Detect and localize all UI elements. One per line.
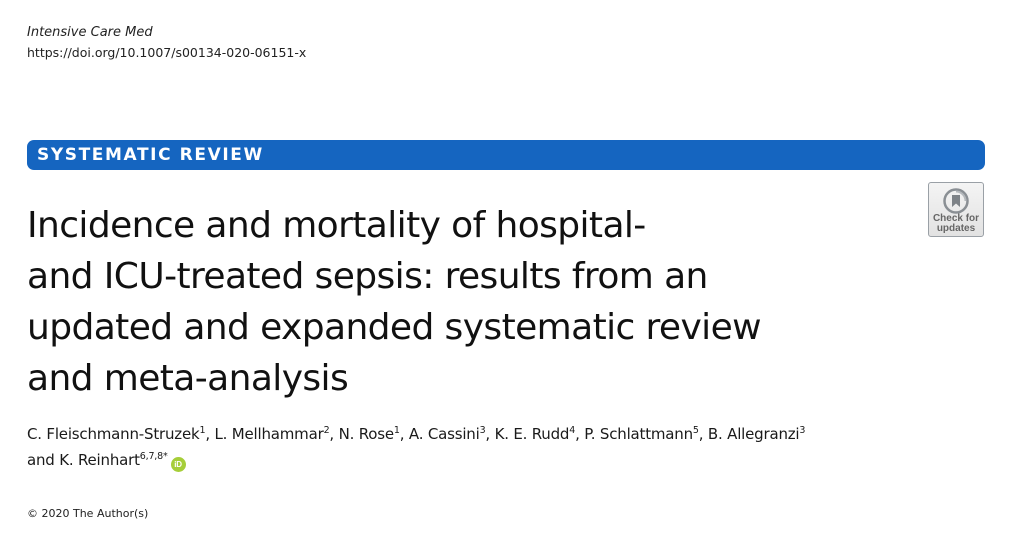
author-affiliation: 1 xyxy=(393,425,400,436)
check-updates-line2: updates xyxy=(936,223,976,234)
author-conjunction: and xyxy=(27,451,55,469)
author-list xyxy=(27,421,977,473)
author-name: C. Fleischmann-Struzek xyxy=(27,425,200,443)
title-line: and meta-analysis xyxy=(27,358,349,399)
title-line: Incidence and mortality of hospital- xyxy=(27,205,646,246)
author-name: P. Schlattmann xyxy=(584,425,693,443)
article-type-banner xyxy=(27,140,985,170)
author-name: K. E. Rudd xyxy=(494,425,570,443)
author-line: C. Fleischmann-Struzek$^1$, L. Mellhammar$^2$, N. Rose$^1$, A. Cassini$^3$, K. E. Rudd$^4$, P. Schlattmann$^5$, B. Allegranzi$^3$ xyxy=(27,425,806,443)
author-affiliation: 1 xyxy=(199,425,206,436)
author-name: K. Reinhart xyxy=(59,451,140,469)
author-name: L. Mellhammar xyxy=(214,425,324,443)
check-updates-line1: Check for xyxy=(932,213,980,224)
journal-name: Intensive Care Med xyxy=(27,25,153,40)
copyright-notice: © 2020 The Author(s) xyxy=(27,507,149,520)
author-affiliation: 3 xyxy=(479,425,486,436)
orcid-icon[interactable]: iD xyxy=(171,457,186,472)
author-affiliation: 5 xyxy=(692,425,699,436)
title-line: and ICU-treated sepsis: results from an xyxy=(27,256,708,297)
author-name: N. Rose xyxy=(338,425,394,443)
title-line: updated and expanded systematic review xyxy=(27,307,761,348)
author-affiliation: 4 xyxy=(569,425,576,436)
author-affiliation: 3 xyxy=(799,425,806,436)
author-affiliation: 2 xyxy=(323,425,330,436)
bookmark-refresh-icon xyxy=(943,188,969,214)
author-line xyxy=(27,447,977,473)
author-name: B. Allegranzi xyxy=(707,425,800,443)
check-for-updates-button[interactable] xyxy=(928,182,984,237)
article-type-label: SYSTEMATIC REVIEW xyxy=(37,145,264,165)
article-title xyxy=(27,200,907,404)
author-affiliation: 6,7,8* xyxy=(139,451,168,462)
doi-link[interactable]: https://doi.org/10.1007/s00134-020-06151-x xyxy=(27,45,307,60)
author-name: A. Cassini xyxy=(408,425,480,443)
